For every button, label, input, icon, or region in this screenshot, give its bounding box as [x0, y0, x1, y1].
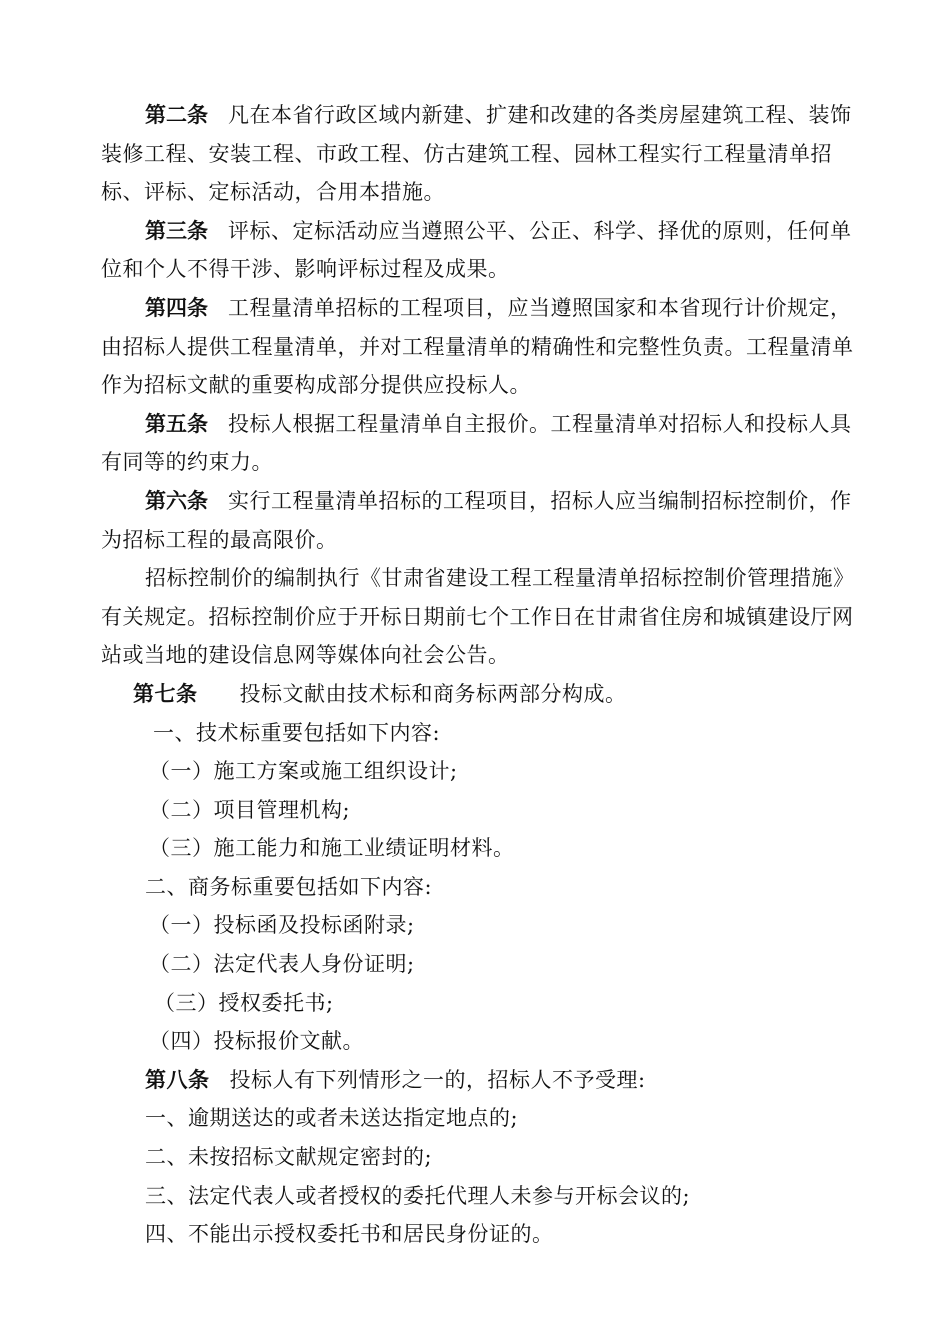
document-body	[101, 96, 861, 1254]
article-number: 第七条	[133, 680, 198, 706]
article-7	[101, 675, 861, 714]
article-text: 投标人根据工程量清单自主报价。工程量清单对招标人和投标人具有同等的约束力。	[101, 411, 852, 475]
list-item: （二）项目管理机构;	[149, 797, 351, 822]
list-item: （一）施工方案或施工组织设计;	[149, 759, 458, 784]
list-item: 一、逾期送达的或者未送达指定地点的;	[145, 1106, 519, 1131]
list-item: （三）施工能力和施工业绩证明材料。	[149, 836, 515, 861]
article-text: 投标人有下列情形之一的，招标人不予受理:	[229, 1067, 646, 1092]
article-text: 投标文献由技术标和商务标两部分构成。	[239, 681, 627, 706]
list-item: 三、法定代表人或者授权的委托代理人未参与开标会议的;	[145, 1183, 691, 1208]
article-4	[101, 289, 861, 405]
list-item: （二）法定代表人身份证明;	[149, 952, 415, 977]
article-number: 第三条	[145, 217, 208, 243]
article-number: 第八条	[145, 1066, 210, 1092]
biz-heading: 二、商务标重要包括如下内容:	[145, 874, 433, 899]
article-number: 第四条	[145, 294, 208, 320]
article-number: 第五条	[145, 410, 208, 436]
list-item: 四、不能出示授权委托书和居民身份证的。	[145, 1222, 554, 1247]
list-item: 二、未按招标文献规定密封的;	[145, 1145, 433, 1170]
article-3	[101, 212, 861, 289]
list-item: （一）投标函及投标函附录;	[149, 913, 415, 938]
control-price-paragraph: 招标控制价的编制执行《甘肃省建设工程工程量清单招标控制价管理措施》有关规定。招标控制价应于开标日期前七个工作日在甘肃省住房和城镇建设厅网站或当地的建设信息网等媒体向社会公告。	[101, 566, 855, 668]
article-2	[101, 96, 861, 212]
article-8	[101, 1061, 861, 1100]
article-text: 评标、定标活动应当遵照公平、公正、科学、择优的原则，任何单位和个人不得干涉、影响评标过程及成果。	[101, 218, 852, 282]
article-6	[101, 482, 861, 559]
article-number: 第二条	[145, 102, 208, 127]
list-item: （三）授权委托书;	[154, 990, 334, 1015]
list-item: （四）投标报价文献。	[149, 1029, 364, 1054]
article-number: 第六条	[145, 487, 208, 513]
article-text: 凡在本省行政区域内新建、扩建和改建的各类房屋建筑工程、装饰装修工程、安装工程、市政工程、仿古建筑工程、园林工程实行工程量清单招标、评标、定标活动，合用本措施。	[101, 103, 852, 205]
article-5	[101, 405, 861, 482]
article-text: 实行工程量清单招标的工程项目，招标人应当编制招标控制价，作为招标工程的最高限价。	[101, 488, 852, 552]
article-text: 工程量清单招标的工程项目，应当遵照国家和本省现行计价规定，由招标人提供工程量清单，并对工程量清单的精确性和完整性负责。工程量清单作为招标文献的重要构成部分提供应投标人。	[101, 295, 854, 398]
tech-heading: 一、技术标重要包括如下内容:	[153, 720, 441, 745]
